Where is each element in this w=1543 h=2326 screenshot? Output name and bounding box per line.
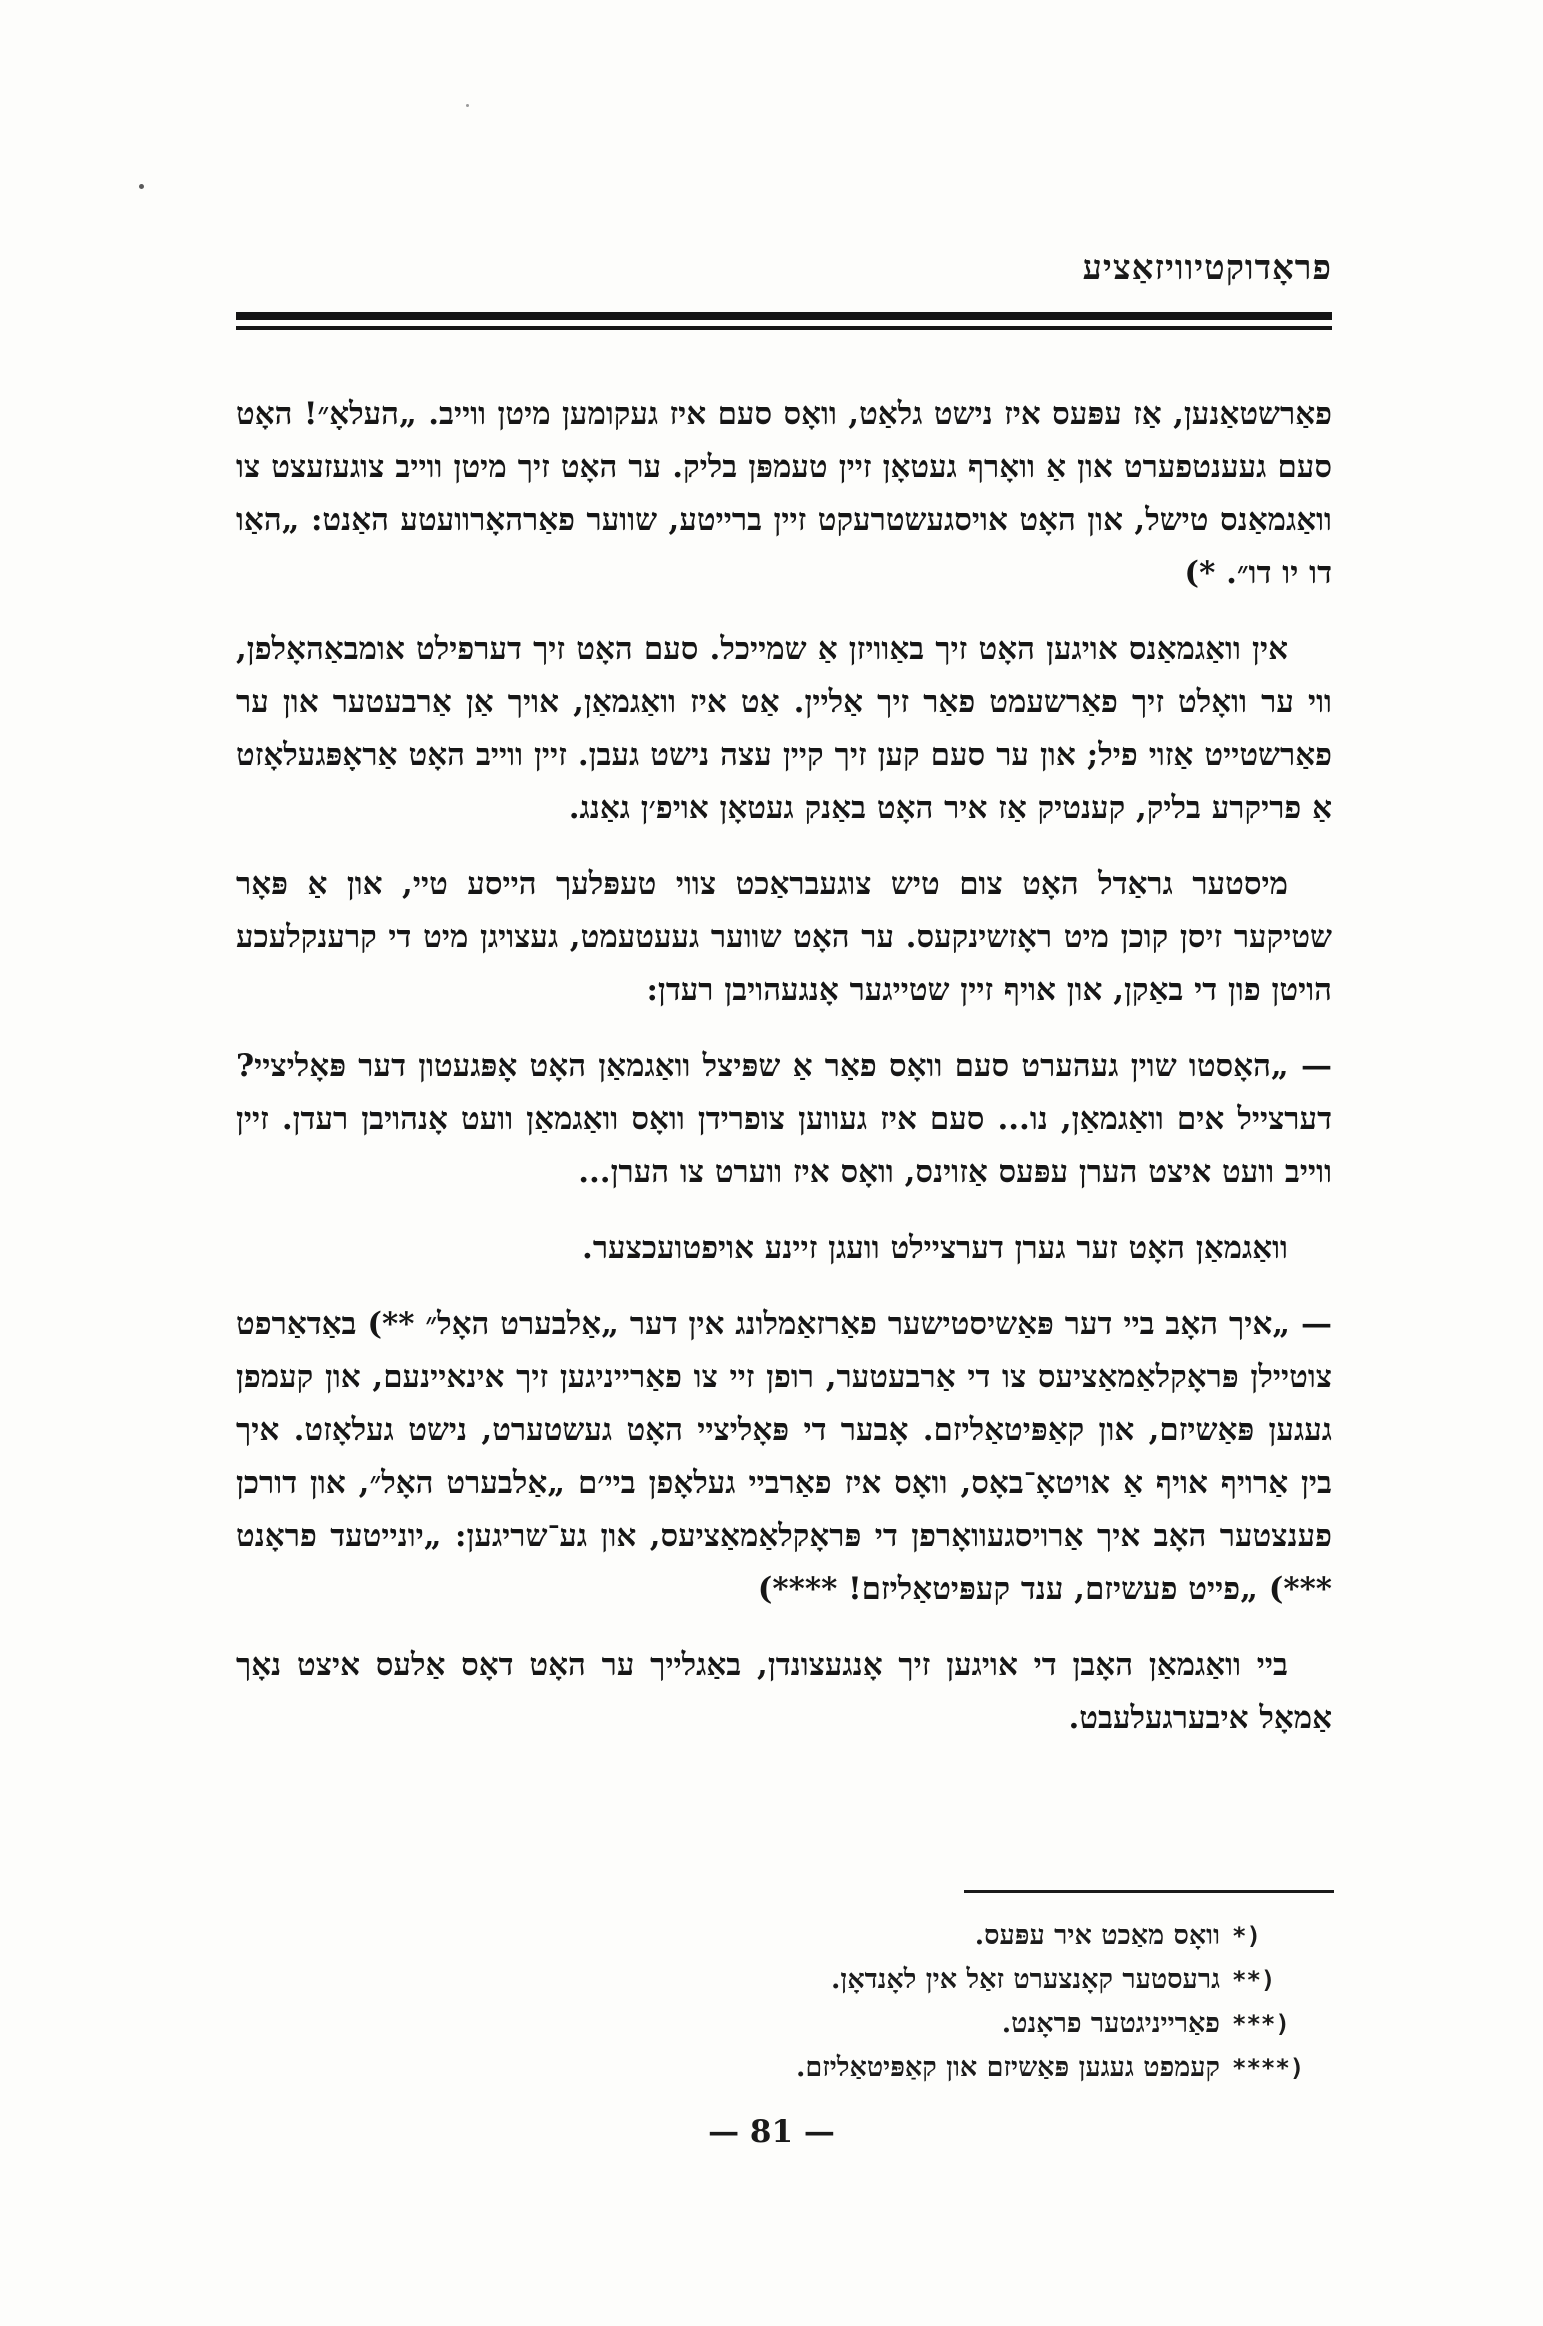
paragraph: ביי וואַגמאַן האָבן די אויגען זיך אָנגעצונדן, באַגלייך ער האָט דאָס אַלעס איצט נאָך אַמאָל איבערגעלעבט. xyxy=(236,1647,1332,1736)
paper-speck xyxy=(139,184,144,189)
footnotes xyxy=(560,1914,1305,2090)
footnote-text: וואָס מאַכט איר עפּעס. xyxy=(974,1920,1220,1951)
footnote-mark: **) xyxy=(1232,1966,1276,1994)
footnote xyxy=(560,1958,1300,2002)
footnote-text: גרעסטער קאָנצערט זאַל אין לאָנדאָן. xyxy=(831,1964,1220,1995)
footnote-text: פאַרייניגטער פראָנט. xyxy=(1001,2008,1220,2039)
footnote-mark: ****) xyxy=(1232,2054,1305,2082)
paragraph: — „איך האָב ביי דער פּאַשיסטישער פאַרזאַמלונג אין דער „אַלבערט האָל״ **) באַדאַרפט צוטיילן פּראָקלאַמאַציעס צו די אַרבעטער, רופן זיי צו פאַרייניגען זיך אינאיינעם, און קעמפן געגען פּאַשיזם, און קאַפּיטאַליזם. אָבער די פּאָליציי האָט געשטערט, נישט געלאָזט. איך בין אַרויף אויף אַ אויטאָ־באָס, וואָס איז פאַרביי געלאָפן ביי׳ם „אַלבערט האָל״, און דורכן פענצטער האָב איך אַרויסגעוואָרפן די פּראָקלאַמאַציעס, און גע־שריגען: „יונייטעד פראָנט ***) „פייט פעשיזם, ענד קעפּיטאַליזם! ****) xyxy=(236,1306,1332,1607)
footnote xyxy=(560,1914,1300,1958)
footnote-mark: ***) xyxy=(1232,2010,1290,2038)
paragraph: וואַגמאַן האָט זער גערן דערציילט וועגן זיינע אויפטועכצער. xyxy=(582,1230,1288,1266)
footnote xyxy=(560,2046,1305,2090)
body-text xyxy=(236,388,1332,1768)
paragraph: אין וואַגמאַנס אויגען האָט זיך באַוויזן אַ שמייכל. סעם האָט זיך דערפילט אומבאַהאָלפן, ווי ער וואָלט זיך פאַרשעמט פאַר זיך אַליין. אַט איז וואַגמאַן, אויך אַן אַרבעטער און ער פאַרשטייט אַזוי פיל; און ער סעם קען זיך קיין עצה נישט געבן. זיין ווייב האָט אַראָפּגעלאָזט אַ פריקרע בליק, קענטיק אַז איר האָט באַנק געטאָן אויפ׳ן גאַנג. xyxy=(236,631,1332,826)
header-rule-thick xyxy=(236,312,1332,320)
header-rule-thin xyxy=(236,326,1332,330)
paper-speck xyxy=(466,104,469,107)
footnote-text: קעמפט געגען פּאַשיזם און קאַפּיטאַליזם. xyxy=(796,2052,1220,2083)
footnote-mark: *) xyxy=(1232,1922,1261,1950)
page-number: — 81 — xyxy=(708,2114,835,2150)
footnote-separator xyxy=(964,1890,1334,1893)
running-header: פראָדוקטיוויזאַציע xyxy=(1082,248,1332,288)
paragraph: פאַרשטאַנען, אַז עפּעס איז נישט גלאַט, וואָס סעם איז געקומען מיטן ווייב. „העלאָ״! האָט סעם געענטפערט און אַ וואָרף געטאָן זיין טעמפּן בליק. ער האָט זיך מיטן ווייב צוגעזעצט צו וואַגמאַנס טישל, און האָט אויסגעשטרעקט זיין ברייטע, שווער פאַרהאָרוועטע האַנט: „האַו דו יו דו״. *) xyxy=(236,396,1332,591)
footnote xyxy=(560,2002,1300,2046)
paragraph: מיסטער גראַדל האָט צום טיש צוגעבראַכט צווי טעפּלעך הייסע טיי, און אַ פּאָר שטיקער זיסן קוכן מיט ראָזשינקעס. ער האָט שווער געעטעמט, געצויגן מיט די קרענקלעכע הויטן פון די באַקן, און אויף זיין שטייגער אָנגעהויבן רעדן: xyxy=(236,866,1332,1008)
paragraph: — „האָסטו שוין געהערט סעם וואָס פאַר אַ שפּיצל וואַגמאַן האָט אָפּגעטון דער פּאָליציי? דערצייל אים וואַגמאַן, נו... סעם איז געווען צופרידן וואָס וואַגמאַן וועט אָנהויבן רעדן. זיין ווייב וועט איצט הערן עפּעס אַזוינס, וואָס איז ווערט צו הערן... xyxy=(236,1048,1332,1190)
